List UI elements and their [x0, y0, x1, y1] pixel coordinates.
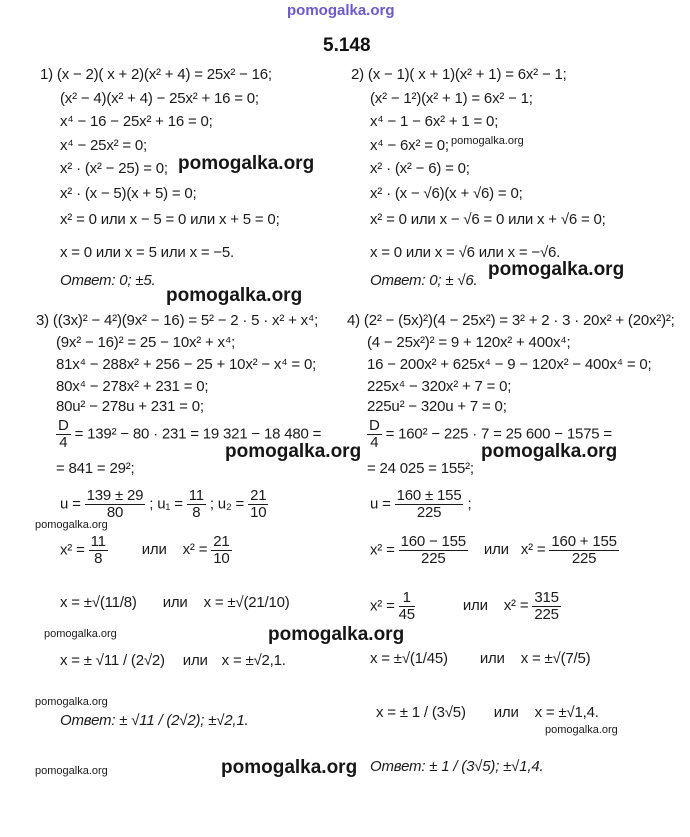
watermark-link-small[interactable]: pomogalka.org: [44, 628, 117, 640]
p2-line-3: x⁴ − 1 − 6x² + 1 = 0;: [370, 113, 499, 130]
p2-line-8: x = 0 или x = √6 или x = −√6.: [370, 244, 561, 261]
p4-discriminant-value: = 24 025 = 155²;: [367, 460, 474, 477]
p2-line-7: x² = 0 или x − √6 = 0 или x + √6 = 0;: [370, 211, 606, 228]
watermark-link-small[interactable]: pomogalka.org: [35, 696, 108, 708]
watermark-link-small[interactable]: pomogalka.org: [35, 519, 108, 531]
p1-line-3: x⁴ − 16 − 25x² + 16 = 0;: [60, 113, 213, 130]
p1-line-7: x² = 0 или x − 5 = 0 или x + 5 = 0;: [60, 211, 280, 228]
watermark-link[interactable]: pomogalka.org: [481, 441, 618, 462]
p4-discriminant: $\frac{D}{4}$ = 160² − 225 · 7 = 25 600 − 1575 =: [369, 417, 612, 451]
p4-x-squared-reduced: x² = $\frac{1}{45}$ или x² = $\frac{315}{225}$: [370, 589, 559, 623]
watermark-link[interactable]: pomogalka.org: [221, 757, 358, 778]
p4-answer: Ответ: ± 1 / (3√5); ±√1,4.: [370, 758, 544, 775]
p4-line-2: (4 − 25x²)² = 9 + 120x² + 400x⁴;: [367, 334, 571, 351]
p4-line-4: 225x⁴ − 320x² + 7 = 0;: [367, 378, 512, 395]
p1-line-6: x² · (x − 5)(x + 5) = 0;: [60, 185, 197, 202]
watermark-link-small[interactable]: pomogalka.org: [545, 724, 618, 736]
p4-line-5: 225u² − 320u + 7 = 0;: [367, 398, 507, 415]
p4-x-simplified: x = ± 1 / (3√5) или x = ±√1,4.: [376, 704, 599, 721]
p3-u-roots: u = $\frac{139 \pm 29}{80}$ ; u₁ = $\frac{11}{8}$ ; u₂ = $\frac{21}{10}$: [60, 487, 267, 521]
p4-x-squared: x² = $\frac{160 - 155}{225}$ или x² = $\frac{160 + 155}{225}$: [370, 533, 617, 567]
watermark-link-small[interactable]: pomogalka.org: [35, 765, 108, 777]
p2-line-1: 2) (x − 1)( x + 1)(x² + 1) = 6x² − 1;: [351, 66, 567, 83]
site-header-link[interactable]: pomogalka.org: [287, 2, 395, 19]
p4-line-1: 4) (2² − (5x)²)(4 − 25x²) = 3² + 2 · 3 · 20x² + (20x²)²;: [347, 312, 675, 329]
p1-line-4: x⁴ − 25x² = 0;: [60, 137, 148, 154]
p3-x-radicals: x = ±√(11/8) или x = ±√(21/10): [60, 594, 290, 611]
p4-u-roots: u = $\frac{160 \pm 155}{225}$ ;: [370, 487, 472, 521]
p3-answer: Ответ: ± √11 / (2√2); ±√2,1.: [60, 712, 249, 729]
p1-line-8: x = 0 или x = 5 или x = −5.: [60, 244, 235, 261]
p2-line-2: (x² − 1²)(x² + 1) = 6x² − 1;: [370, 90, 533, 107]
watermark-link[interactable]: pomogalka.org: [488, 259, 625, 280]
p3-line-5: 80u² − 278u + 231 = 0;: [56, 398, 204, 415]
p2-line-4: x⁴ − 6x² = 0;: [370, 137, 449, 154]
p1-answer: Ответ: 0; ±5.: [60, 272, 156, 289]
problem-number: 5.148: [323, 35, 371, 56]
p1-line-2: (x² − 4)(x² + 4) − 25x² + 16 = 0;: [60, 90, 259, 107]
p3-line-3: 81x⁴ − 288x² + 256 − 25 + 10x² − x⁴ = 0;: [56, 356, 317, 373]
p2-line-5: x² · (x² − 6) = 0;: [370, 160, 470, 177]
p3-x-simplified: x = ± √11 / (2√2) или x = ±√2,1.: [60, 652, 286, 669]
p1-line-1: 1) (x − 2)( x + 2)(x² + 4) = 25x² − 16;: [40, 66, 272, 83]
p4-line-3: 16 − 200x² + 625x⁴ − 9 − 120x² − 400x⁴ = 0;: [367, 356, 652, 373]
watermark-link[interactable]: pomogalka.org: [268, 624, 405, 645]
p2-line-6: x² · (x − √6)(x + √6) = 0;: [370, 185, 523, 202]
watermark-link[interactable]: pomogalka.org: [225, 441, 362, 462]
p1-line-5: x² · (x² − 25) = 0;: [60, 160, 168, 177]
p2-answer: Ответ: 0; ± √6.: [370, 272, 478, 289]
p4-x-radicals: x = ±√(1/45) или x = ±√(7/5): [370, 650, 591, 667]
watermark-link[interactable]: pomogalka.org: [166, 285, 303, 306]
p3-discriminant-value: = 841 = 29²;: [56, 460, 135, 477]
p3-line-1: 3) ((3x)² − 4²)(9x² − 16) = 5² − 2 · 5 · x² + x⁴;: [36, 312, 319, 329]
p3-line-4: 80x⁴ − 278x² + 231 = 0;: [56, 378, 209, 395]
p3-line-2: (9x² − 16)² = 25 − 10x² + x⁴;: [56, 334, 236, 351]
watermark-link-small[interactable]: pomogalka.org: [451, 135, 524, 147]
p3-discriminant: $\frac{D}{4}$ = 139² − 80 · 231 = 19 321 − 18 480 =: [58, 417, 322, 451]
p3-x-squared: x² = $\frac{11}{8}$ или x² = $\frac{21}{10}$: [60, 533, 230, 567]
watermark-link[interactable]: pomogalka.org: [178, 153, 315, 174]
